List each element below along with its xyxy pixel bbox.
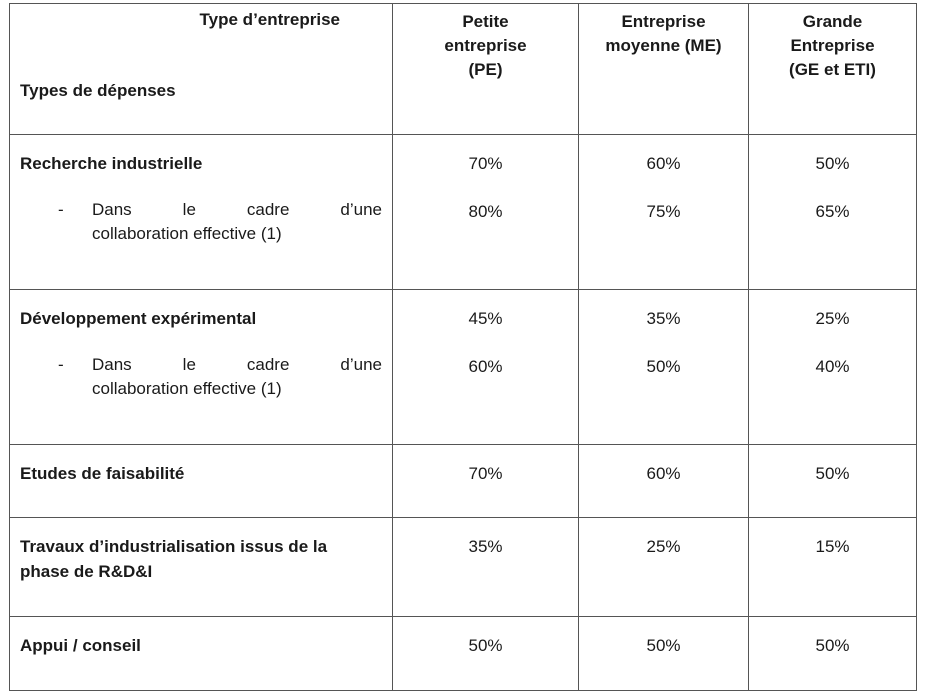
value-cell-ge: 50% 65% xyxy=(749,135,917,290)
value-cell-pe: 50% xyxy=(393,617,579,691)
value-cell-ge: 50% xyxy=(749,445,917,518)
table-row xyxy=(10,445,917,518)
column-header-me: Entreprise moyenne (ME) xyxy=(579,4,749,135)
dash-bullet: - xyxy=(58,200,64,219)
sub-item-line1: Dans le cadre d’une xyxy=(92,200,382,219)
column-header-ge: Grande Entreprise (GE et ETI) xyxy=(749,4,917,135)
row-label-line1: Travaux d’industrialisation issus de la xyxy=(20,537,328,556)
row-label-cell xyxy=(10,518,393,617)
value-cell-ge: 25% 40% xyxy=(749,290,917,445)
value-cell-pe: 70% xyxy=(393,445,579,518)
value-cell-me: 35% 50% xyxy=(579,290,749,445)
table-row xyxy=(10,617,917,691)
row-label-cell xyxy=(10,617,393,691)
row-label: Développement expérimental xyxy=(20,309,257,328)
table-row xyxy=(10,518,917,617)
row-label: Etudes de faisabilité xyxy=(20,464,185,483)
value-cell-me: 60% xyxy=(579,445,749,518)
expense-type-header: Types de dépenses xyxy=(20,81,176,100)
aid-rates-table xyxy=(9,3,917,691)
value-cell-pe: 35% xyxy=(393,518,579,617)
value-cell-ge: 50% xyxy=(749,617,917,691)
company-type-header: Type d’entreprise xyxy=(199,10,340,29)
column-header-pe: Petite entreprise (PE) xyxy=(393,4,579,135)
row-label-cell xyxy=(10,445,393,518)
row-label: Appui / conseil xyxy=(20,636,141,655)
value-cell-me: 25% xyxy=(579,518,749,617)
sub-item-line2: collaboration effective (1) xyxy=(92,379,282,398)
sub-item xyxy=(20,353,382,401)
row-label-cell xyxy=(10,135,393,290)
dash-bullet: - xyxy=(58,355,64,374)
row-label: Recherche industrielle xyxy=(20,154,203,173)
row-label-cell xyxy=(10,290,393,445)
corner-header-cell xyxy=(10,4,393,135)
value-cell-me: 60% 75% xyxy=(579,135,749,290)
value-cell-pe: 45% 60% xyxy=(393,290,579,445)
table-row xyxy=(10,135,917,290)
table-row xyxy=(10,290,917,445)
sub-item-line1: Dans le cadre d’une xyxy=(92,355,382,374)
row-label-line2: phase de R&D&I xyxy=(20,562,153,581)
sub-item-line2: collaboration effective (1) xyxy=(92,224,282,243)
value-cell-me: 50% xyxy=(579,617,749,691)
sub-item xyxy=(20,198,382,246)
value-cell-ge: 15% xyxy=(749,518,917,617)
header-row xyxy=(10,4,917,135)
value-cell-pe: 70% 80% xyxy=(393,135,579,290)
